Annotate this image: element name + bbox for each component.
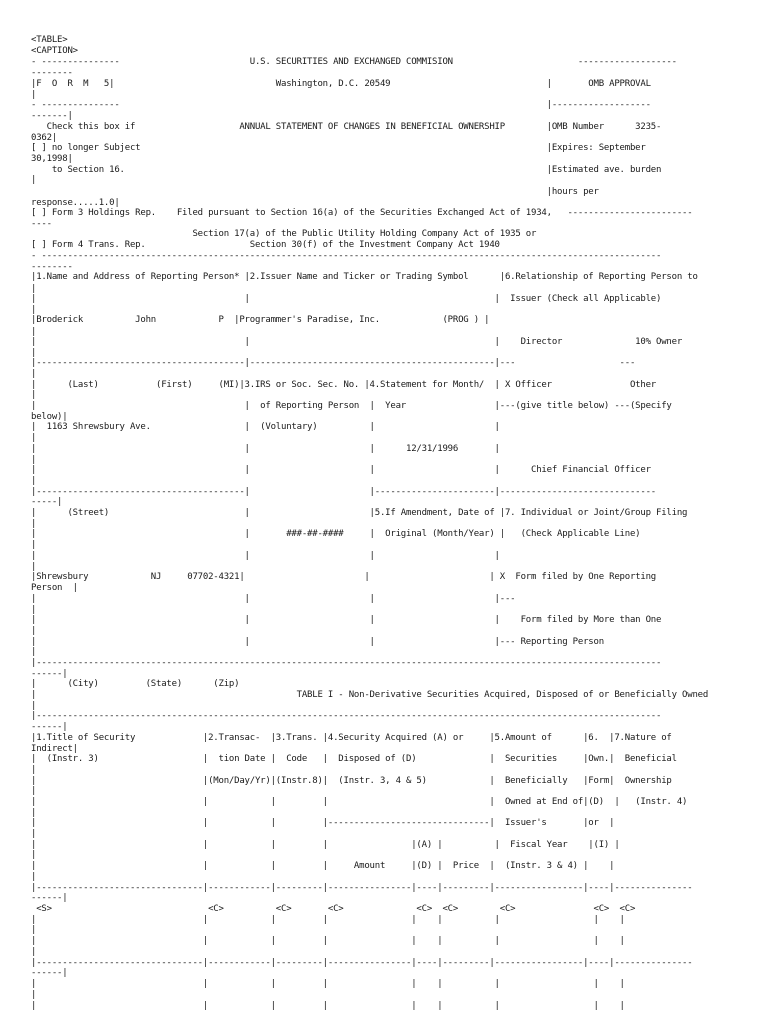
document-line: |----------------------------------------| |-----------------------|------------------------------ — [31, 487, 657, 497]
document-line: | — [31, 476, 37, 486]
document-line: Section 17(a) of the Public Utility Holding Company Act of 1935 or — [31, 229, 537, 239]
document-line: | — [31, 562, 37, 572]
document-line: | — [31, 284, 37, 294]
document-line: | — [31, 605, 37, 615]
document-line: | |(Mon/Day/Yr)|(Instr.8)| (Instr. 3, 4 & 5) | Beneficially |Form| Ownership — [31, 776, 672, 786]
document-line: | TABLE I - Non-Derivative Securities Acquired, Disposed of or Beneficially Owned — [31, 690, 709, 700]
document-line: | | | | Form filed by More than One — [31, 615, 662, 625]
document-line: | | | | Chief Financial Officer — [31, 465, 651, 475]
document-line: | — [31, 348, 37, 358]
document-line: | — [31, 701, 37, 711]
document-line: |1.Name and Address of Reporting Person* |2.Issuer Name and Ticker or Trading Symbol |6.Relationship of Reporting Person to — [31, 272, 698, 282]
document-line: 30,1998| — [31, 154, 73, 164]
document-line: | (City) (State) (Zip) — [31, 679, 240, 689]
document-line: | | | | |(A) | | Fiscal Year |(I) | — [31, 840, 620, 850]
document-line: |----------------------------------------|-----------------------------------------------|--- --- — [31, 358, 636, 368]
document-line: Indirect| — [31, 744, 78, 754]
document-line: | | | 12/31/1996 | — [31, 444, 500, 454]
document-line: ------| — [31, 893, 68, 903]
document-line: | | | | | | | | | — [31, 979, 625, 989]
document-line: ------| — [31, 669, 68, 679]
document-line: |1.Title of Security |2.Transac- |3.Trans. |4.Security Acquired (A) or |5.Amount of |6. |7.Nature of — [31, 733, 672, 743]
document-line: | — [31, 829, 37, 839]
document-line: | | | | | Owned at End of|(D) | (Instr. 4) — [31, 797, 688, 807]
document-line: below)| — [31, 412, 68, 422]
document-line: response.....1.0| — [31, 198, 120, 208]
document-line: | — [31, 433, 37, 443]
document-line: | 1163 Shrewsbury Ave. | (Voluntary) | | — [31, 422, 500, 432]
document-line: Check this box if ANNUAL STATEMENT OF CHANGES IN BENEFICIAL OWNERSHIP |OMB Number 3235- — [31, 122, 662, 132]
document-line: | — [31, 390, 37, 400]
document-line: ------| — [31, 968, 68, 978]
document-line: |F O R M 5| Washington, D.C. 20549 | OMB APPROVAL — [31, 79, 651, 89]
document-line: Person | — [31, 583, 78, 593]
document-line: | — [31, 540, 37, 550]
document-line: -------| — [31, 111, 73, 121]
document-line: |Shrewsbury NJ 07702-4321| | | X Form filed by One Reporting — [31, 572, 657, 582]
document-line: | | ###-##-#### | Original (Month/Year) | (Check Applicable Line) — [31, 529, 641, 539]
document-line: | — [31, 369, 37, 379]
document-line: | (Instr. 3) | tion Date | Code | Disposed of (D) | Securities |Own.| Beneficial — [31, 754, 677, 764]
document-line: | — [31, 808, 37, 818]
document-line: | — [31, 90, 37, 100]
document-line: | — [31, 990, 37, 1000]
document-line: | — [31, 626, 37, 636]
document-line: | | of Reporting Person | Year |---(give title below) ---(Specify — [31, 401, 672, 411]
document-line: 0362| — [31, 133, 58, 143]
document-line: | — [31, 175, 37, 185]
document-line: | (Street) | |5.If Amendment, Date of |7. Individual or Joint/Group Filing — [31, 508, 688, 518]
document-line: | (Last) (First) (MI)|3.IRS or Soc. Sec. No. |4.Statement for Month/ | X Officer Other — [31, 380, 657, 390]
document-line: | — [31, 455, 37, 465]
document-line: | — [31, 850, 37, 860]
document-line: |--------------------------------|------------|---------|----------------|----|---------|-----------------|----|--------------- — [31, 958, 693, 968]
document-line: | | | |--- — [31, 594, 516, 604]
document-line: |hours per — [31, 187, 599, 197]
document-line: | | | |--- Reporting Person — [31, 637, 604, 647]
document-line: | — [31, 647, 37, 657]
document-line: | — [31, 327, 37, 337]
document-line: [ ] no longer Subject |Expires: September — [31, 143, 646, 153]
document-line: ---- — [31, 219, 52, 229]
document-line: | — [31, 765, 37, 775]
document-line: | — [31, 519, 37, 529]
document-line: | — [31, 947, 37, 957]
document-line: | — [31, 925, 37, 935]
document-line: |------------------------------------------------------------------------------------------------------------------------ — [31, 711, 662, 721]
document-line: | | | | | | | | | — [31, 915, 625, 925]
document-line: <TABLE> — [31, 35, 68, 45]
document-line: [ ] Form 4 Trans. Rep. Section 30(f) of the Investment Company Act 1940 — [31, 240, 500, 250]
document-line: | | | | Amount |(D) | Price | (Instr. 3 & 4) | | — [31, 861, 615, 871]
document-line: ------| — [31, 722, 68, 732]
document-line: | | | | | | | | | — [31, 936, 625, 946]
document-line: |------------------------------------------------------------------------------------------------------------------------ — [31, 658, 662, 668]
document-line: | | | Issuer (Check all Applicable) — [31, 294, 662, 304]
document-line: | | | | — [31, 551, 500, 561]
document-line: |Broderick John P |Programmer's Paradise, Inc. (PROG ) | — [31, 315, 490, 325]
document-line: - --------------- U.S. SECURITIES AND EXCHANGED COMMISION ------------------- — [31, 57, 677, 67]
document-line: [ ] Form 3 Holdings Rep. Filed pursuant to Section 16(a) of the Securities Exchanged Act of 1934, ------------------------ — [31, 208, 693, 218]
document-line: | — [31, 872, 37, 882]
document-line: | | | | | | | | | — [31, 1001, 625, 1011]
document-line: -------- — [31, 262, 73, 272]
document-line: - ----------------------------------------------------------------------------------------------------------------------- — [31, 251, 662, 261]
document-line: -----| — [31, 497, 63, 507]
document-line: to Section 16. |Estimated ave. burden — [31, 165, 662, 175]
document-line: | | | Director 10% Owner — [31, 337, 683, 347]
document-line: -------- — [31, 68, 73, 78]
document-line: | — [31, 305, 37, 315]
document-line: <CAPTION> — [31, 46, 78, 56]
document-line: | — [31, 786, 37, 796]
document-line: <S> <C> <C> <C> <C> <C> <C> <C> <C> — [31, 904, 636, 914]
document-line: | | | |-------------------------------| Issuer's |or | — [31, 818, 615, 828]
document-line: |--------------------------------|------------|---------|----------------|----|---------|-----------------|----|--------------- — [31, 883, 693, 893]
document-line: - --------------- |------------------- — [31, 100, 651, 110]
